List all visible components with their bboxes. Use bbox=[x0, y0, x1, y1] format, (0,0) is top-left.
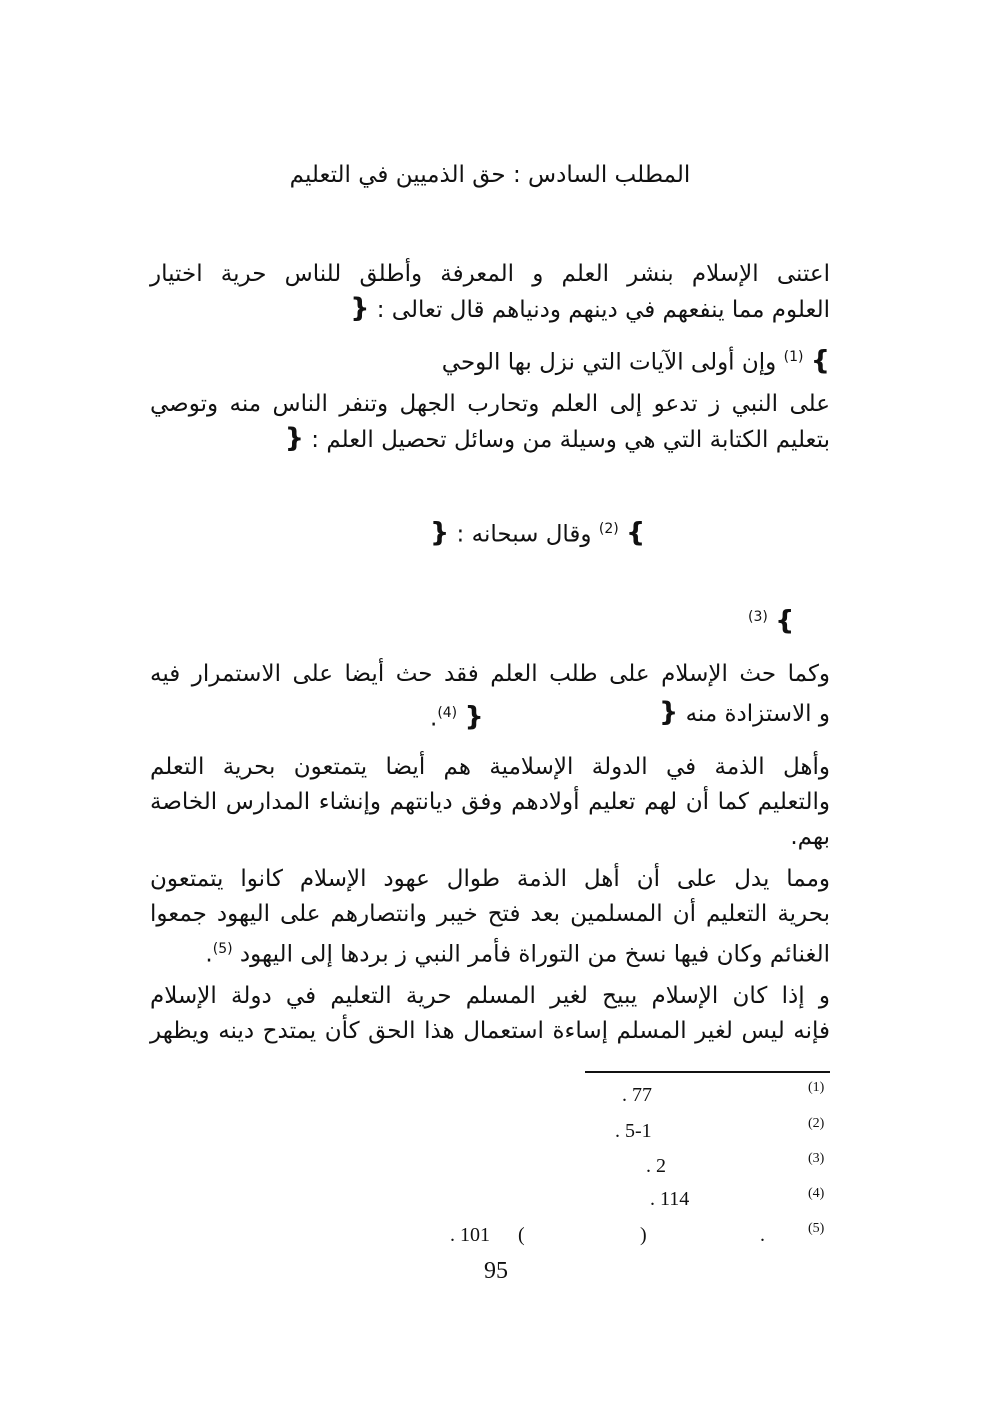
open-brace: { bbox=[775, 605, 795, 637]
footnote-text: . 77 bbox=[622, 1084, 652, 1106]
paragraph-line: ومما يدل على أن أهل الذمة طوال عهود الإسلام كانوا يتمتعون bbox=[150, 866, 830, 892]
footnote-number: (5) bbox=[808, 1221, 825, 1236]
paragraph-line: على النبي ز تدعو إلى العلم وتحارب الجهل وتنفر الناس منه وتوصي bbox=[150, 391, 830, 417]
line-text: العلوم مما ينفعهم في دينهم ودنياهم قال تعالى : bbox=[376, 297, 830, 323]
paragraph-line: الغنائم وكان فيها نسخ من التوراة فأمر النبي ز بردها إلى اليهود $^{(5)}$. bbox=[205, 941, 830, 968]
line-text: الغنائم وكان فيها نسخ من التوراة فأمر النبي ز بردها إلى اليهود bbox=[239, 941, 830, 968]
line-text: و الاستزادة منه bbox=[685, 701, 830, 727]
footnote-ref: (5) bbox=[212, 941, 233, 957]
quote-end: .$^{(4)}$ } bbox=[430, 701, 484, 733]
paragraph-line: اعتنى الإسلام بنشر العلم و المعرفة وأطلق للناس حرية اختيار bbox=[150, 261, 830, 287]
quote-line bbox=[430, 512, 670, 552]
footnote-ref: (3) bbox=[748, 609, 768, 625]
footnote-ref: (2) bbox=[598, 521, 619, 537]
open-brace: { bbox=[350, 293, 370, 324]
paragraph-line: بحرية التعليم أن المسلمين بعد فتح خيبر وانتصارهم على اليهود جمعوا bbox=[150, 901, 830, 927]
close-brace: } bbox=[810, 345, 830, 377]
line-text: بتعليم الكتابة التي هي وسيلة من وسائل تحصيل العلم : bbox=[311, 427, 830, 453]
footnote-number: (4) bbox=[808, 1186, 825, 1201]
page-number: 95 bbox=[484, 1258, 508, 1284]
close-brace: } bbox=[464, 701, 484, 733]
footnote-text: . bbox=[760, 1224, 765, 1246]
footnote-ref: (4) bbox=[437, 705, 458, 721]
footnote-number: (1) bbox=[808, 1080, 825, 1095]
footnote-ref: (1) bbox=[783, 349, 804, 365]
paragraph-line: و إذا كان الإسلام يبيح لغير المسلم حرية التعليم في دولة الإسلام bbox=[150, 983, 830, 1009]
footnote-separator bbox=[585, 1071, 830, 1073]
footnote-text: . 114 bbox=[650, 1188, 690, 1210]
paragraph-line: وأهل الذمة في الدولة الإسلامية هم أيضا يتمتعون بحرية التعلم bbox=[150, 754, 830, 780]
footnote-text: . 2 bbox=[646, 1155, 666, 1177]
paragraph-line: بهم. bbox=[790, 824, 830, 850]
line-text: وقال سبحانه : bbox=[456, 521, 592, 548]
paragraph-line bbox=[150, 422, 830, 457]
line-text: وإن أولى الآيات التي نزل بها الوحي bbox=[441, 349, 777, 376]
footnote-text: . 101 bbox=[450, 1224, 490, 1246]
open-brace: { bbox=[659, 697, 679, 728]
footnote-number: (2) bbox=[808, 1116, 825, 1131]
open-brace: { bbox=[430, 517, 450, 549]
paragraph-line: فإنه ليس لغير المسلم إساءة استعمال هذا الحق كأن يمتدح دينه ويظهر bbox=[150, 1018, 830, 1044]
quote-line bbox=[748, 600, 808, 640]
footnote-text: ) bbox=[640, 1224, 647, 1246]
close-brace: } bbox=[626, 517, 646, 549]
paragraph-line bbox=[150, 292, 830, 327]
paragraph-line: والتعليم كما أن لهم تعليم أولادهم وفق ديانتهم وإنشاء المدارس الخاصة bbox=[150, 789, 830, 815]
footnote-text: . 5-1 bbox=[615, 1120, 652, 1142]
paragraph-line: وكما حث الإسلام على طلب العلم فقد حث أيضا على الاستمرار فيه bbox=[150, 661, 830, 687]
open-brace: { bbox=[284, 423, 304, 454]
footnote-text: ( bbox=[518, 1224, 525, 1246]
section-heading: المطلب السادس : حق الذميين في التعليم bbox=[289, 162, 691, 188]
paragraph-line bbox=[150, 340, 830, 380]
footnote-number: (3) bbox=[808, 1151, 825, 1166]
